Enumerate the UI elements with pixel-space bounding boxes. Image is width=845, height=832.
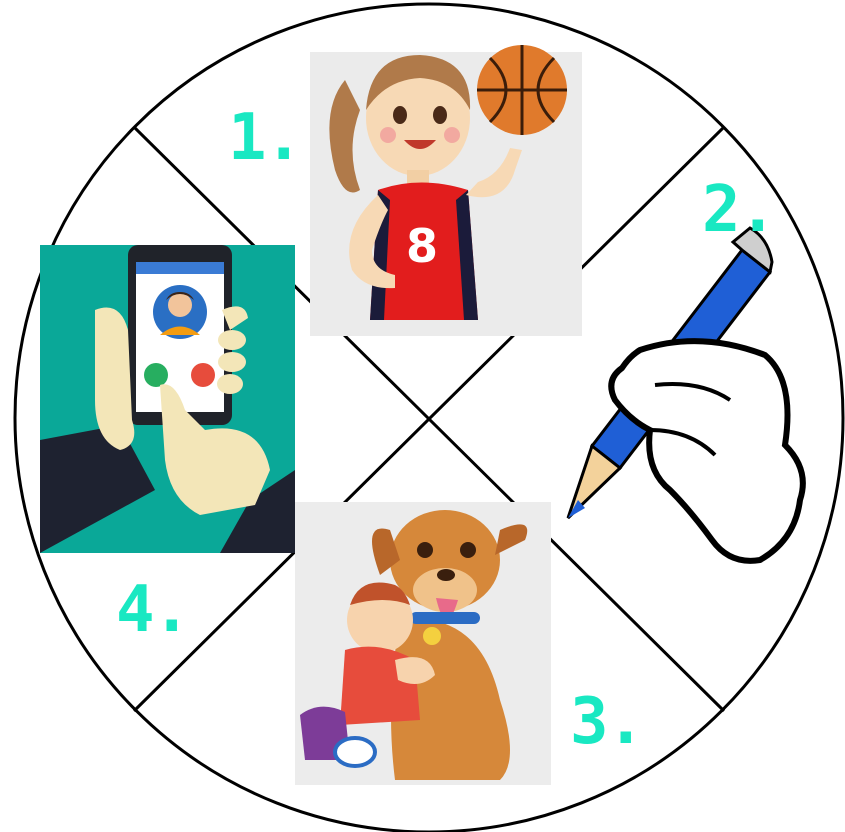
segment-number-2: 2.	[702, 173, 776, 247]
avatar-icon	[153, 285, 207, 339]
phone-call-picture	[40, 245, 295, 553]
boy-hugging-dog-picture	[295, 502, 551, 785]
segment-number-1: 1.	[228, 101, 302, 175]
basketball-girl-picture	[310, 45, 582, 336]
jersey-number: 8	[405, 219, 439, 273]
decline-call-icon	[191, 363, 215, 387]
segment-number-3: 3.	[570, 685, 644, 759]
answer-call-icon	[144, 363, 168, 387]
segment-number-4: 4.	[116, 573, 190, 647]
basketball-icon	[477, 45, 567, 135]
